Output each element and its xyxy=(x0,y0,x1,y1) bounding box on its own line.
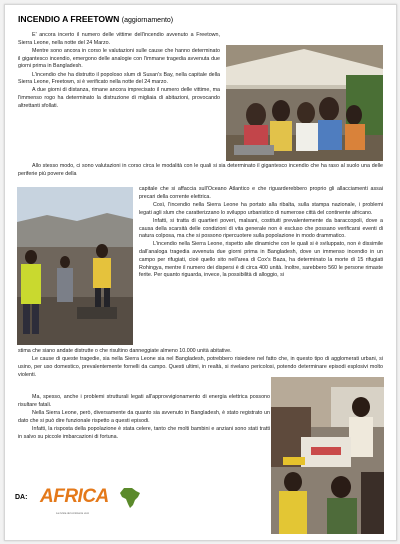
paragraph: Infatti, la risposta della popolazione è stata celere, tanto che molti bambini e anziani sono stati tratti in salvo su piccole imbarcazioni di fortuna. xyxy=(18,425,270,440)
text-block-full-2 xyxy=(18,348,383,380)
photo-children-tent xyxy=(226,45,383,161)
logo-tagline: La rivista del continente vero xyxy=(56,512,90,515)
paragraph: L'incendio nella Sierra Leone, rispetto alle dinamiche con le quali si è sviluppato, non è dissimile dall'analoga tragedia avvenuta due giorni prima in Bangladesh, dove un immenso incendio in un campo per rifugiati, cioè quello sito nell'area di Cox's Baza, ha determinato la morte di 15 rifugiati Rohingya, mentre il numero dei dispersi è di circa 400 unità. Inoltre, sarebbero 560 le persone rimaste ferite. Per quanto riguarda, invece, la possibilità di alloggio, si xyxy=(139,241,383,279)
text-block-mid xyxy=(139,186,383,280)
text-block-top xyxy=(18,32,220,111)
paragraph: L'incendio che ha distrutto il popoloso slum di Susan's Bay, nella capitale della Sierra Leone, Freetown, si è verificato nella notte del 24 marzo. xyxy=(18,71,220,86)
title-main: INCENDIO A FREETOWN xyxy=(18,14,120,24)
paragraph: stima che siano andate distrutte o che risultino danneggiate almeno 10.000 unità abitative. xyxy=(18,348,232,354)
text-block-full-1 xyxy=(18,163,383,179)
text-block-bottom xyxy=(18,394,270,442)
africa-continent-icon xyxy=(118,487,142,509)
photo-aid-distribution xyxy=(271,377,384,534)
paragraph: Infatti, si tratta di quartieri poveri, malsani, costituiti prevalentemente da baraccopoli, dove a causa della scarsità delle condizioni di vita generale non è escluso che possano verificarsi eventi di natura colposa, ma che si possono ripercuotere sulla popolazione in modo drammatico. xyxy=(139,217,383,240)
africa-logo xyxy=(40,485,150,515)
paragraph: Allo stesso modo, ci sono valutazioni in corso circa le modalità con le quali si sia determinato il gigantesco incendio che ha raso al suolo una delle periferie più povere della xyxy=(18,163,383,177)
paragraph: capitale che si affaccia sull'Oceano Atlantico e che riguarderebbero proprio gli allacciamenti assai precari della corrente elettrica. xyxy=(139,186,383,200)
article-title xyxy=(18,14,173,24)
paragraph: Mentre sono ancora in corso le valutazioni sulle cause che hanno determinato il gigantesco incendio, emergono delle analogie con l'immane tragedia avvenuta due giorni prima in Bangladesh. xyxy=(18,47,220,70)
source-label: DA: xyxy=(15,494,28,501)
paragraph: Così, l'incendio nella Sierra Leone ha portato alla ribalta, sulla stampa nazionale, i problemi legati agli slum che caratterizzano lo sviluppo urbanistico di numerose città del continente africano. xyxy=(139,201,383,216)
document-page xyxy=(4,4,397,541)
paragraph: A due giorni di distanza, rimane ancora imprecisato il numero delle vittime, ma l'immenso rogo ha determinato la distruzione di migliaia di abitazioni, provocando altrettanti sfollati. xyxy=(18,87,220,109)
paragraph: Nella Sierra Leone, però, diversamente da quanto sia avvenuto in Bangladesh, è stato registrato un dato che si può dire funzionale rispetto a questi episodi. xyxy=(18,409,270,424)
paragraph: E' ancora incerto il numero delle vittime dell'incendio avvenuto a Freetown, Sierra Leone, nella notte del 24 Marzo. xyxy=(18,32,220,46)
paragraph: Le cause di queste tragedie, sia nella Sierra Leone sia nel Bangladesh, potrebbero risiedere nel fatto che, in questo tipo di agglomerati urbani, si usino, per uso domestico, prevalentemente fornelli da campo. Questi ultimi, in realtà, si rivelano pericolosi, potendo determinare episodi esplosivi molto violenti. xyxy=(18,356,383,378)
paragraph: Ma, spesso, anche i problemi strutturali legati all'approvvigionamento di energia elettrica possono risultare fatali. xyxy=(18,394,270,408)
logo-wordmark: AFRICA xyxy=(40,486,109,507)
title-subtitle: (aggiornamento) xyxy=(121,17,174,24)
photo-burned-slum xyxy=(17,187,133,345)
